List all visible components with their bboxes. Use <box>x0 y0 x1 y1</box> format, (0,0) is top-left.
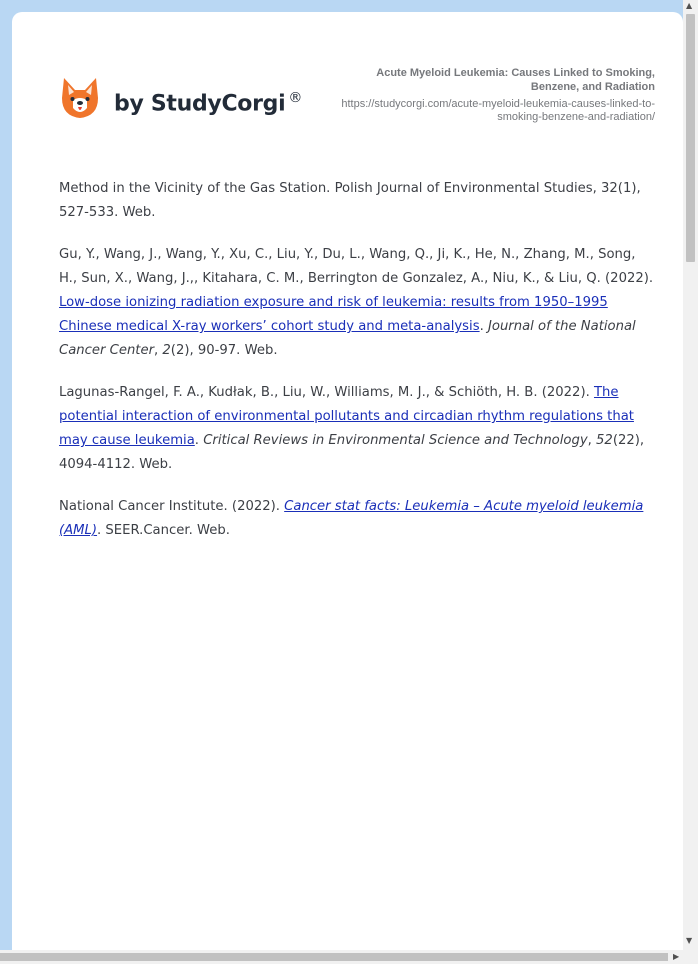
reference-authors: Lagunas-Rangel, F. A., Kudłak, B., Liu, W., Williams, M. J., & Schiöth, H. B. (2022). <box>59 385 594 400</box>
reference-item <box>59 177 657 225</box>
scroll-right-arrow-icon[interactable]: ▶ <box>673 952 680 961</box>
reference-pages: (22), 4094-4112. Web. <box>59 433 645 472</box>
reference-link[interactable]: The potential interaction of environmental pollutants and circadian rhythm regulations that may cause leukemia <box>59 385 634 448</box>
reference-authors: National Cancer Institute. (2022). <box>59 499 285 514</box>
reference-link-text: Cancer stat facts: Leukemia – Acute myeloid leukemia (AML) <box>59 499 644 538</box>
reference-separator: , <box>154 343 163 358</box>
reference-item <box>59 381 657 477</box>
reference-pages: (2), 90-97. Web. <box>170 343 278 358</box>
reference-item <box>59 495 657 543</box>
document-page <box>12 12 683 952</box>
reference-separator: . <box>479 319 488 334</box>
document-title: Acute Myeloid Leukemia: Causes Linked to Smoking, Benzene, and Radiation <box>376 67 655 93</box>
vertical-scroll-thumb[interactable] <box>686 14 695 262</box>
document-header <box>325 66 655 124</box>
document-url: https://studycorgi.com/acute-myeloid-leukemia-causes-linked-to-smoking-benzene-and-radiation/ <box>341 98 655 123</box>
horizontal-scroll-thumb[interactable] <box>0 953 668 961</box>
reference-separator: . <box>194 433 204 448</box>
reference-separator: , <box>587 433 597 448</box>
reference-text: Method in the Vicinity of the Gas Station. Polish Journal of Environmental Studies, 32(1), 527-533. Web. <box>59 181 641 220</box>
reference-link[interactable]: Low-dose ionizing radiation exposure and risk of leukemia: results from 1950–1995 Chinese medical X-ray workers’ cohort study and meta-analysis <box>59 295 608 334</box>
reference-list <box>59 177 657 561</box>
studycorgi-logo[interactable] <box>60 76 302 120</box>
corgi-logo-icon <box>60 76 100 120</box>
reference-volume: 2 <box>162 343 171 358</box>
reference-journal: Critical Reviews in Environmental Science and Technology <box>203 433 588 448</box>
logo-text: by StudyCorgi <box>114 91 286 117</box>
reference-source: . SEER.Cancer. Web. <box>97 523 230 538</box>
reference-item <box>59 243 657 363</box>
scroll-up-arrow-icon[interactable]: ▲ <box>686 1 693 10</box>
reference-volume: 52 <box>596 433 613 448</box>
reference-authors: Gu, Y., Wang, J., Wang, Y., Xu, C., Liu, Y., Du, L., Wang, Q., Ji, K., He, N., Zhang, M., Song, H., Sun, X., Wang, J.,, Kitahara, C. M., Berrington de Gonzalez, A., Niu, K., & Liu, Q. (2022). <box>59 247 654 286</box>
logo-wordmark <box>114 90 302 116</box>
reference-journal: Journal of the National Cancer Center <box>59 319 636 358</box>
scroll-down-arrow-icon[interactable]: ▼ <box>686 936 693 945</box>
registered-mark: ® <box>288 89 303 106</box>
